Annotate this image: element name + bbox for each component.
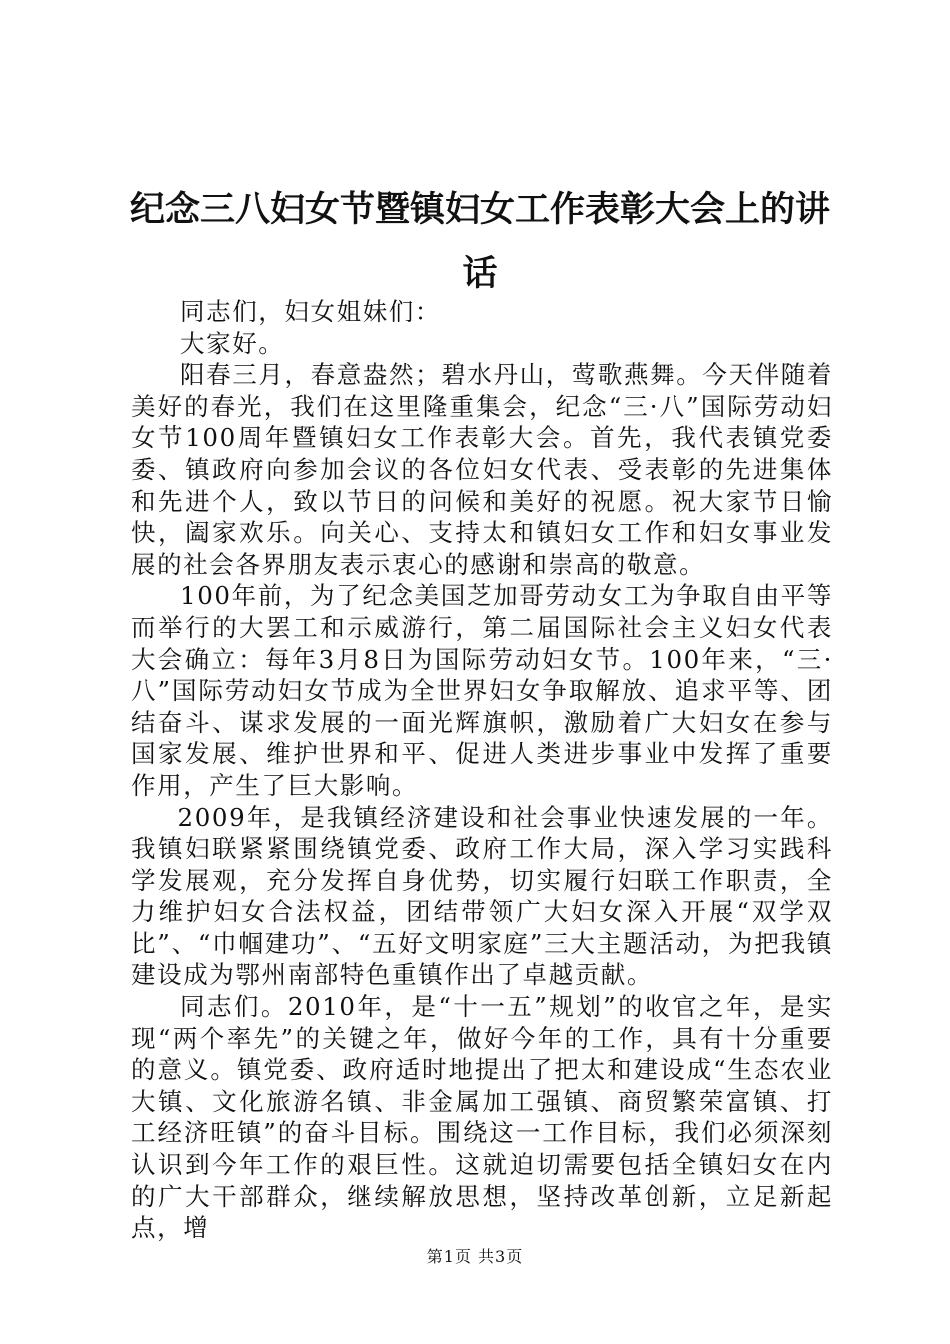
document-body — [131, 296, 833, 1244]
paragraph-history: 100年前，为了纪念美国芝加哥劳动女工为争取自由平等而举行的大罢工和示威游行，第二届国际社会主义妇女代表大会确立：每年3月8日为国际劳动妇女节。100年来，“三·八”国际劳动妇女节成为全世界妇女争取解放、追求平等、团结奋斗、谋求发展的一面光辉旗帜，激励着广大妇女在参与国家发展、维护世界和平、促进人类进步事业中发挥了重要作用，产生了巨大影响。 — [131, 581, 833, 800]
paragraph-2009: 2009年，是我镇经济建设和社会事业快速发展的一年。我镇妇联紧紧围绕镇党委、政府工作大局，深入学习实践科学发展观，充分发挥自身优势，切实履行妇联工作职责，全力维护妇女合法权益，团结带领广大妇女深入开展“双学双比”、“巾帼建功”、“五好文明家庭”三大主题活动，为把我镇建设成为鄂州南部特色重镇作出了卓越贡献。 — [131, 802, 833, 990]
document-title: 纪念三八妇女节暨镇妇女工作表彰大会上的讲话 — [129, 189, 830, 294]
paragraph-hello: 大家好。 — [180, 328, 285, 358]
paragraph-2010: 同志们。2010年，是“十一五”规划”的收官之年，是实现“两个率先”的关键之年，做好今年的工作，具有十分重要的意义。镇党委、政府适时地提出了把太和建设成“生态农业大镇、文化旅游名镇、非金属加工强镇、商贸繁荣富镇、打工经济旺镇”的奋斗目标。围绕这一工作目标，我们必须深刻认识到今年工作的艰巨性。这就迫切需要包括全镇妇女在内的广大干部群众，继续解放思想，坚持改革创新，立足新起点，增 — [131, 992, 833, 1243]
paragraph-spring: 阳春三月，春意盎然；碧水丹山，莺歌燕舞。今天伴随着美好的春光，我们在这里隆重集会，纪念“三·八”国际劳动妇女节100周年暨镇妇女工作表彰大会。首先，我代表镇党委委、镇政府向参加会议的各位妇女代表、受表彰的先进集体和先进个人，致以节日的问候和美好的祝愿。祝大家节日愉快，阖家欢乐。向关心、支持太和镇妇女工作和妇女事业发展的社会各界朋友表示衷心的感谢和崇高的敬意。 — [131, 360, 833, 579]
paragraph-greeting: 同志们，妇女姐妹们： — [180, 297, 441, 326]
page-footer: 第1页 共3页 — [426, 1247, 524, 1266]
